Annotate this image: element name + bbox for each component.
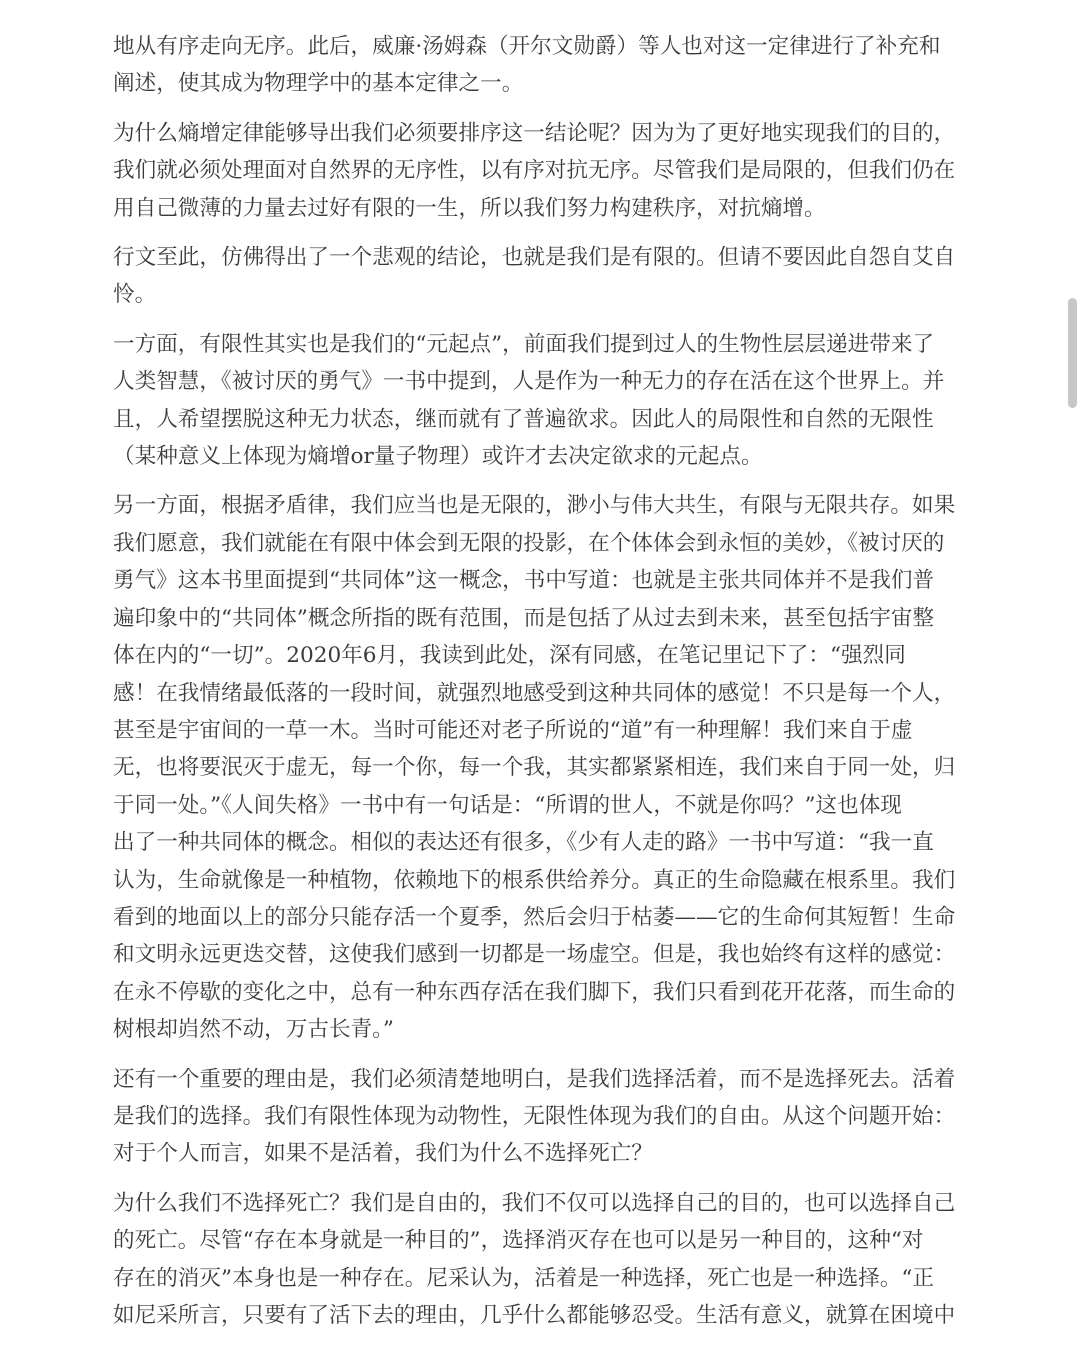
text-line: 甚至是宇宙间的一草一木。当时可能还对老子所说的“道”有一种理解！我们来自于虚 <box>113 717 913 743</box>
text-line: 如尼采所言，只要有了活下去的理由，几乎什么都能够忍受。生活有意义，就算在困境中 <box>113 1303 956 1328</box>
text-line: 一方面，有限性其实也是我们的“元起点”，前面我们提到过人的生物性层层递进带来了 <box>113 331 935 357</box>
text-line: 为什么我们不选择死亡？我们是自由的，我们不仅可以选择自己的目的，也可以选择自己 <box>113 1190 956 1216</box>
text-line: 怜。 <box>113 282 157 308</box>
scrollbar-thumb[interactable] <box>1068 298 1077 408</box>
text-line: 在永不停歇的变化之中，总有一种东西存活在我们脚下，我们只看到花开花落，而生命的 <box>113 979 956 1005</box>
vertical-scrollbar[interactable] <box>1064 0 1080 1330</box>
text-line: 且，人希望摆脱这种无力状态，继而就有了普遍欲求。因此人的局限性和自然的无限性 <box>113 406 934 432</box>
text-line: 地从有序走向无序。此后，威廉·汤姆森（开尔文勋爵）等人也对这一定律进行了补充和 <box>113 34 941 59</box>
text-line: 行文至此，仿佛得出了一个悲观的结论，也就是我们是有限的。但请不要因此自怨自艾自 <box>113 245 956 271</box>
text-line: 用自己微薄的力量去过好有限的一生，所以我们努力构建秩序，对抗熵增。 <box>113 195 826 221</box>
paragraph <box>113 1185 963 1335</box>
text-line: 看到的地面以上的部分只能存活一个夏季，然后会归于枯萎——它的生命何其短暂！生命 <box>113 904 956 930</box>
text-line: 阐述，使其成为物理学中的基本定律之一。 <box>113 71 524 97</box>
text-line: 还有一个重要的理由是，我们必须清楚地明白，是我们选择活着，而不是选择死去。活着 <box>113 1066 956 1092</box>
text-line: 我们愿意，我们就能在有限中体会到无限的投影，在个体体会到永恒的美妙，《被讨厌的 <box>113 530 945 556</box>
text-line: 遍印象中的“共同体”概念所指的既有范围，而是包括了从过去到未来，甚至包括宇宙整 <box>113 605 935 631</box>
text-line: 另一方面，根据矛盾律，我们应当也是无限的，渺小与伟大共生，有限与无限共存。如果 <box>113 493 956 519</box>
text-line: 和文明永远更迭交替，这使我们感到一切都是一场虚空。但是，我也始终有这样的感觉： <box>113 942 956 968</box>
text-line: 感！在我情绪最低落的一段时间，就强烈地感受到这种共同体的感觉！不只是每一个人， <box>113 680 956 706</box>
paragraph <box>113 28 963 103</box>
paragraph <box>113 239 963 314</box>
article-body <box>113 28 963 1346</box>
text-line: 于同一处。”《人间失格》一书中有一句话是：“所谓的世人，不就是你吗？”这也体现 <box>113 792 902 818</box>
text-line: 对于个人而言，如果不是活着，我们为什么不选择死亡？ <box>113 1141 653 1167</box>
text-line: 人类智慧，《被讨厌的勇气》一书中提到，人是作为一种无力的存在活在这个世界上。并 <box>113 369 945 395</box>
paragraph <box>113 487 963 1048</box>
paragraph <box>113 326 963 476</box>
text-line: 是我们的选择。我们有限性体现为动物性，无限性体现为我们的自由。从这个问题开始： <box>113 1103 956 1129</box>
text-line: （某种意义上体现为熵增or量子物理）或许才去决定欲求的元起点。 <box>113 444 763 470</box>
text-line: 树根却岿然不动，万古长青。” <box>113 1017 394 1043</box>
text-line: 体在内的“一切”。2020年6月，我读到此处，深有同感，在笔记里记下了：“强烈同 <box>113 643 906 669</box>
text-line: 无，也将要泯灭于虚无，每一个你，每一个我，其实都紧紧相连，我们来自于同一处，归 <box>113 755 956 781</box>
paragraph <box>113 115 963 227</box>
text-line: 我们就必须处理面对自然界的无序性，以有序对抗无序。尽管我们是局限的，但我们仍在 <box>113 158 956 184</box>
text-line: 的死亡。尽管“存在本身就是一种目的”，选择消灭存在也可以是另一种目的，这种“对 <box>113 1228 924 1254</box>
text-line: 认为，生命就像是一种植物，依赖地下的根系供给养分。真正的生命隐藏在根系里。我们 <box>113 867 956 893</box>
text-line: 勇气》这本书里面提到“共同体”这一概念，书中写道：也就是主张共同体并不是我们普 <box>113 568 935 594</box>
text-line: 存在的消灭”本身也是一种存在。尼采认为，活着是一种选择，死亡也是一种选择。“正 <box>113 1265 935 1291</box>
paragraph <box>113 1061 963 1173</box>
text-line: 为什么熵增定律能够导出我们必须要排序这一结论呢？因为为了更好地实现我们的目的， <box>113 120 956 146</box>
text-line: 出了一种共同体的概念。相似的表达还有很多，《少有人走的路》一书中写道：“我一直 <box>113 830 934 856</box>
